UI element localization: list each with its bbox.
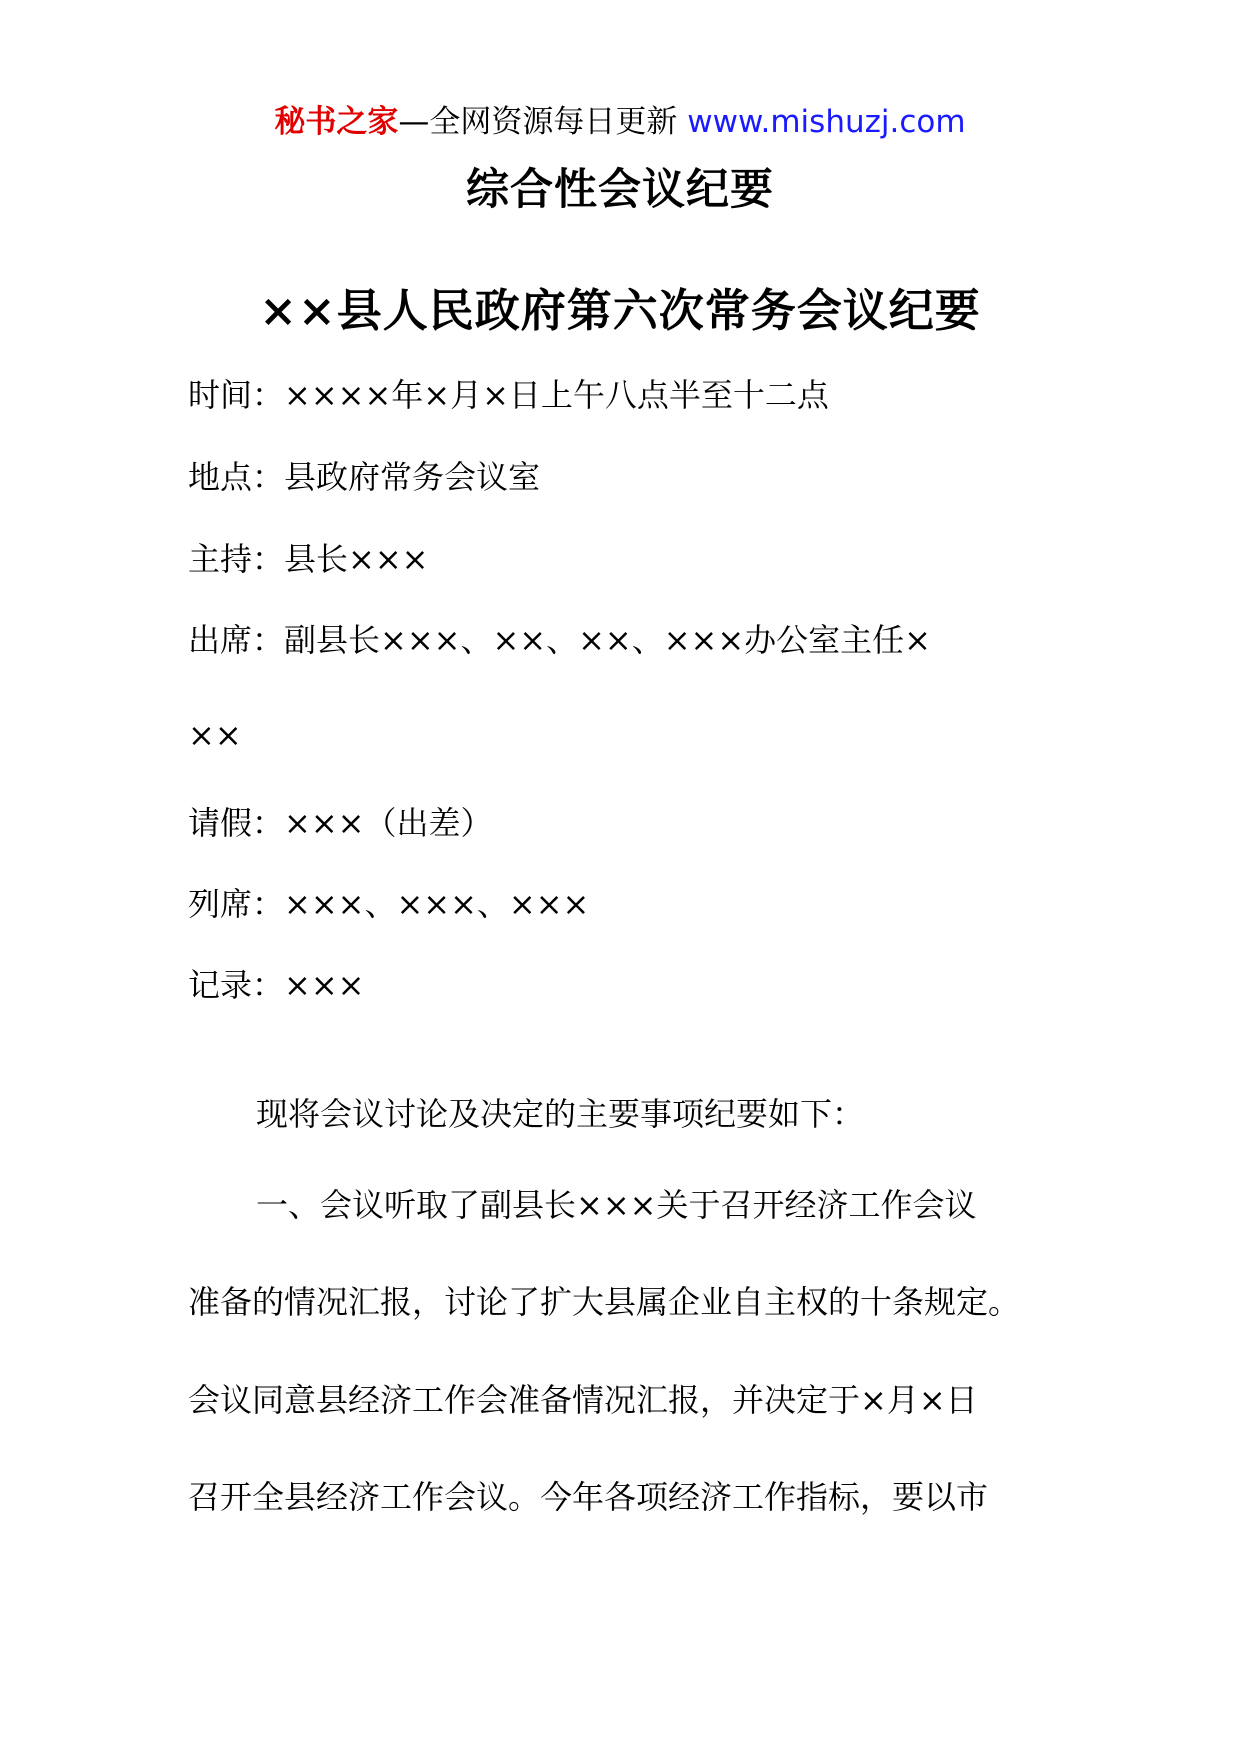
site-header <box>0 100 1240 144</box>
document-title: ××县人民政府第六次常务会议纪要 <box>259 284 981 337</box>
meta-recorder: 记录：××× <box>188 966 365 1004</box>
meta-place: 地点：县政府常务会议室 <box>188 458 541 496</box>
document-type-title: 综合性会议纪要 <box>466 165 774 215</box>
site-brand: 秘书之家 <box>274 104 399 140</box>
body-item1-line4: 召开全县经济工作会议。今年各项经济工作指标，要以市 <box>188 1478 989 1516</box>
body-item1-line2: 准备的情况汇报，讨论了扩大县属企业自主权的十条规定。 <box>188 1283 1021 1321</box>
site-url-link[interactable]: www.mishuzj.com <box>687 104 966 140</box>
meta-time: 时间：××××年×月×日上午八点半至十二点 <box>188 376 829 414</box>
meta-attendees-line1: 出席：副县长×××、××、××、×××办公室主任× <box>188 621 931 659</box>
body-intro-paragraph: 现将会议讨论及决定的主要事项纪要如下： <box>256 1095 865 1133</box>
site-tagline: —全网资源每日更新 <box>398 104 688 140</box>
meta-host: 主持：县长××× <box>188 540 429 578</box>
body-item1-line3: 会议同意县经济工作会准备情况汇报，并决定于×月×日 <box>188 1381 978 1419</box>
body-item1-line1: 一、会议听取了副县长×××关于召开经济工作会议 <box>256 1186 977 1224</box>
meta-leave: 请假：×××（出差） <box>188 804 493 842</box>
meta-attendees-line2: ×× <box>188 716 242 754</box>
meta-observers: 列席：×××、×××、××× <box>188 885 590 923</box>
